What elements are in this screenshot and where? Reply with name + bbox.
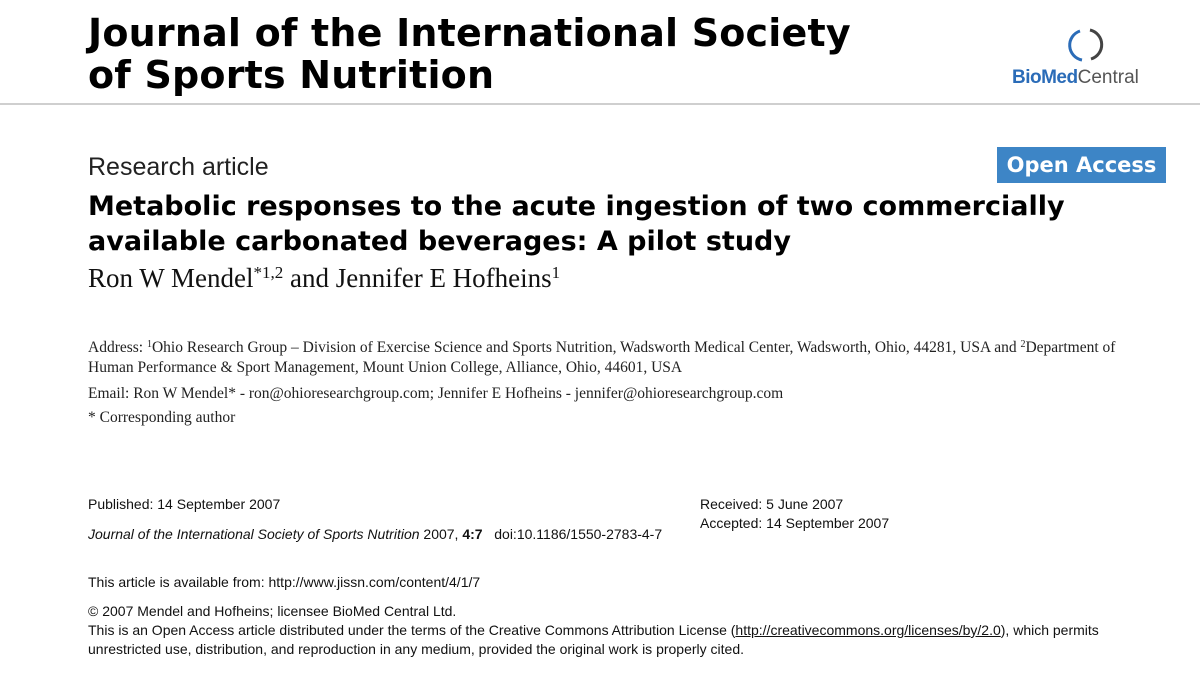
biomed-central-logo[interactable] (1012, 26, 1162, 92)
journal-title (88, 12, 948, 96)
author-affiliation-marker: 1 (551, 263, 561, 282)
citation (88, 525, 688, 544)
received-date: Received: 5 June 2007 (700, 496, 844, 512)
copyright-notice: © 2007 Mendel and Hofheins; licensee BioMed Central Ltd. (88, 603, 457, 619)
article-title: Metabolic responses to the acute ingestion of two commercially available carbonated beverages: A pilot study (88, 191, 1065, 257)
article-type: Research article (88, 153, 269, 181)
license-text-after: ), which permits unrestricted use, distribution, and reproduction in any medium, provided the original work is properly cited. (88, 622, 1099, 657)
published-date: Published: 14 September 2007 (88, 496, 281, 512)
corresponding-author-note: * Corresponding author (88, 409, 236, 426)
journal-title-line2: of Sports Nutrition (88, 53, 495, 97)
author-name: Jennifer E Hofheins (335, 263, 552, 293)
citation-year: 2007, (419, 526, 463, 542)
address-prefix: Address: (88, 339, 147, 356)
citation-journal: Journal of the International Society of Sports Nutrition (88, 526, 420, 542)
accepted-date: Accepted: 14 September 2007 (700, 515, 890, 531)
license-link[interactable]: http://creativecommons.org/licenses/by/2.0 (735, 622, 1001, 638)
author-list (88, 263, 560, 294)
author-name: Ron W Mendel (88, 263, 254, 293)
citation-doi[interactable]: doi:10.1186/1550-2783-4-7 (482, 526, 663, 542)
affiliation-text: Department of Human Performance & Sport Management, Mount Union College, Alliance, Ohio, 44601, USA (88, 339, 1116, 376)
citation-volume: 4:7 (462, 526, 483, 542)
open-access-badge: Open Access (997, 147, 1166, 183)
author-separator: and (283, 263, 336, 293)
license-text (88, 621, 1168, 659)
header-divider (0, 103, 1200, 105)
affiliation-joiner: and (990, 339, 1021, 356)
license-text-before: This is an Open Access article distributed under the terms of the Creative Commons Attribution License ( (88, 622, 736, 638)
author-address (88, 335, 1128, 378)
affiliation-marker: 2 (1020, 339, 1026, 350)
affiliation-marker: 1 (146, 339, 152, 350)
journal-title-line1: Journal of the International Society (88, 11, 851, 55)
central-text: Central (1077, 67, 1139, 88)
biomed-central-ring-icon (1064, 26, 1108, 64)
biomed-central-wordmark (1012, 67, 1162, 89)
author-affiliation-marker: *1,2 (253, 263, 284, 282)
article-url[interactable]: This article is available from: http://www.jissn.com/content/4/1/7 (88, 574, 481, 590)
biomed-text: BioMed (1012, 67, 1078, 88)
affiliation-text: Ohio Research Group – Division of Exercise Science and Sports Nutrition, Wadsworth Medical Center, Wadsworth, Ohio, 44281, USA (151, 339, 991, 356)
email-line[interactable]: Email: Ron W Mendel* - ron@ohioresearchgroup.com; Jennifer E Hofheins - jennifer@ohioresearchgroup.com (88, 385, 784, 402)
